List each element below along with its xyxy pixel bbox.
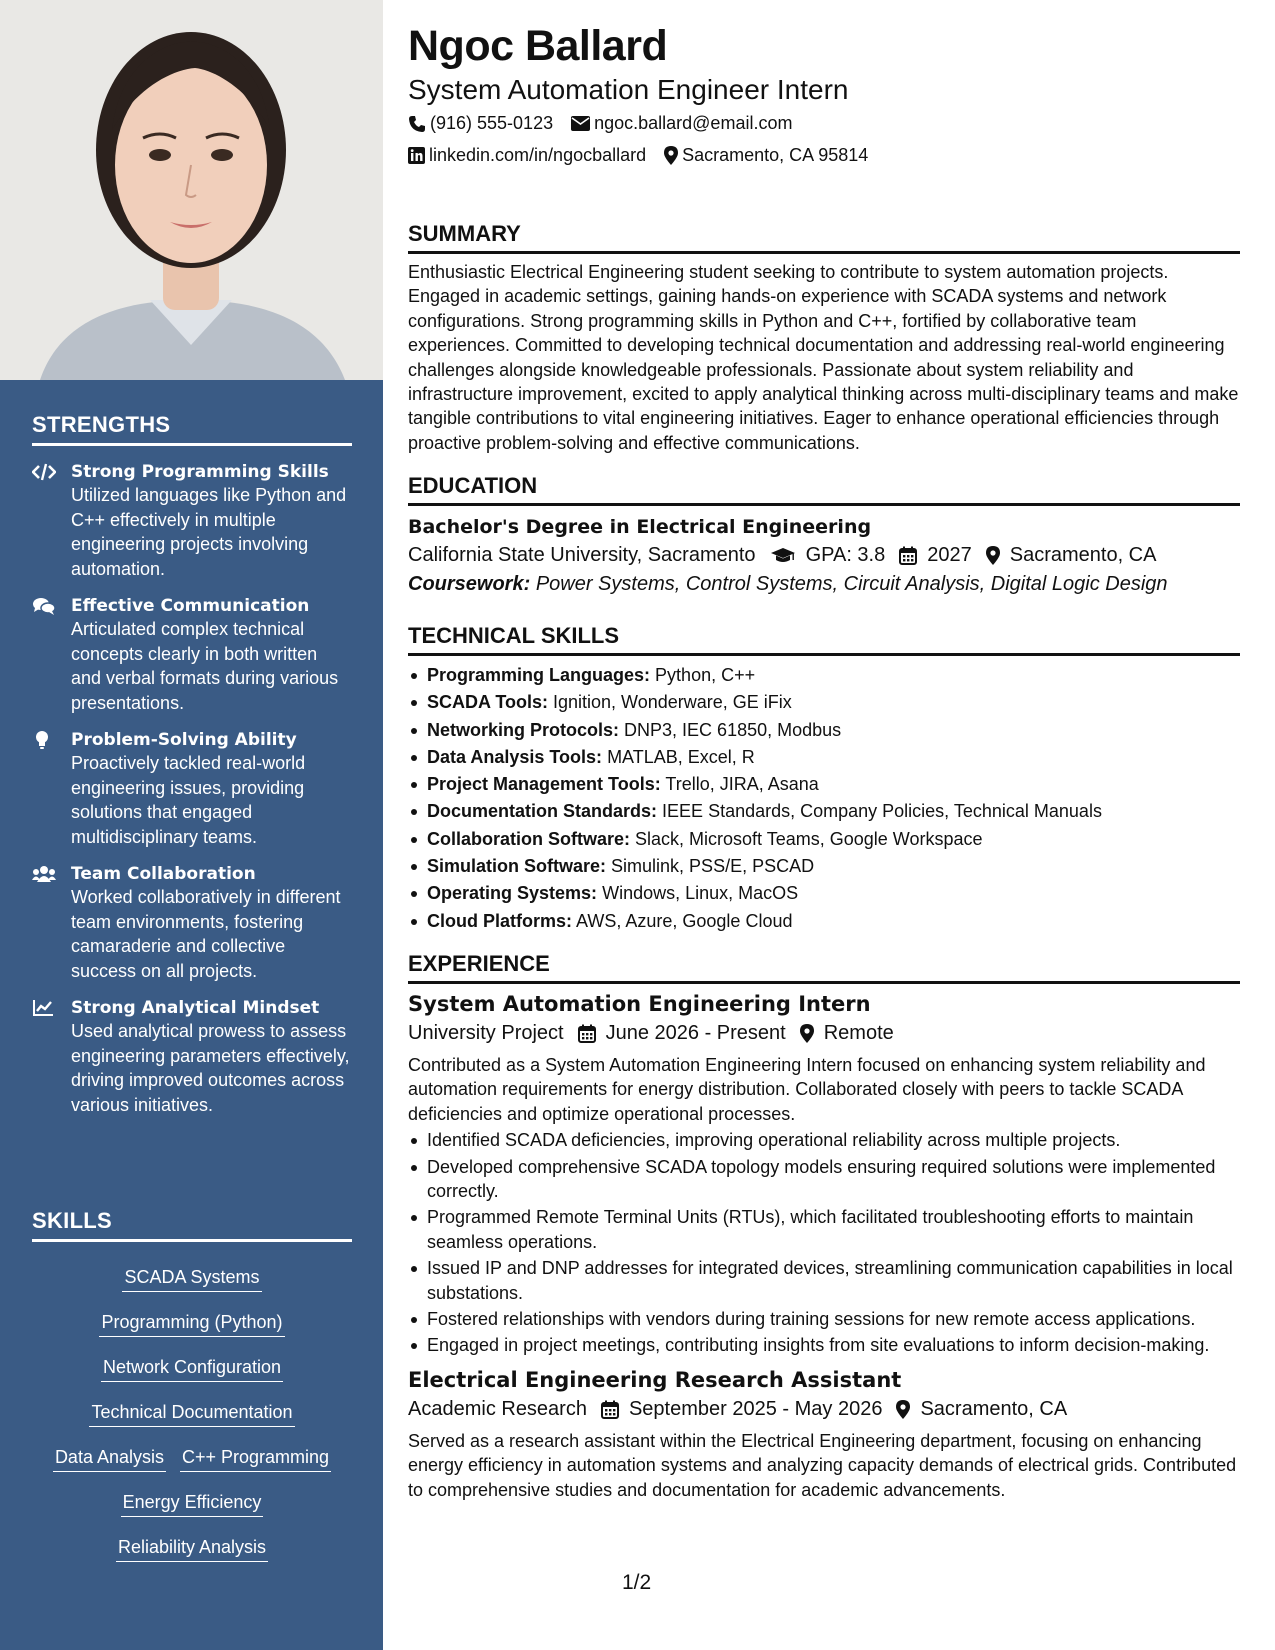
- job-entry: [408, 992, 1240, 1358]
- edu-location-text: Sacramento, CA: [1009, 544, 1157, 566]
- skill-label: Operating Systems:: [427, 883, 598, 904]
- linkedin-text: linkedin.com/in/ngocballard: [429, 145, 647, 165]
- education-section: [408, 473, 1240, 596]
- school-text: California State University, Sacramento: [408, 544, 756, 566]
- job-summary: Contributed as a System Automation Engineering Intern focused on enhancing system reliability and automation requirements for energy distribution. Collaborated closely with peers to tackle SCADA deficiencies and optimize operational processes.: [408, 1055, 1206, 1124]
- strength-name: Strong Programming Skills: [71, 462, 329, 482]
- strength-item: [32, 997, 352, 1117]
- calendar-icon: [601, 1400, 619, 1419]
- skill-tag: Energy Efficiency: [121, 1490, 264, 1517]
- skill-label: Programming Languages:: [427, 665, 651, 685]
- skill-tag: C++ Programming: [180, 1445, 331, 1472]
- strength-desc: Used analytical prowess to assess engineering parameters effectively, driving improved outcomes across various initiatives.: [71, 1021, 350, 1115]
- list-item: Engaged in project meetings, contributing insights from site evaluations to inform decision-making.: [408, 1333, 1240, 1357]
- code-icon: [32, 462, 56, 482]
- skill-value: IEEE Standards, Company Policies, Technical Manuals: [662, 801, 1102, 822]
- strength-desc: Articulated complex technical concepts clearly in both written and verbal formats during various presentations.: [71, 619, 339, 713]
- list-item: [408, 880, 1240, 907]
- candidate-role: System Automation Engineer Intern: [408, 74, 849, 105]
- summary-text: Enthusiastic Electrical Engineering student seeking to contribute to system automation projects. Engaged in academic settings, gaining hands-on experience with SCADA systems and network configurations. Strong programming skills in Python and C++, fortified by collaborative team experiences. Committed to developing technical documentation and addressing real-world engineering challenges alongside knowledgeable professionals. Passionate about system reliability and infrastructure improvement, excited to apply analytical thinking across multi-disciplinary teams and make tangible contributions to vital engineering initiatives. Eager to enhance operational efficiencies through proactive problem-solving and effective communications.: [408, 262, 1239, 453]
- list-item: Programmed Remote Terminal Units (RTUs), which facilitated troubleshooting efforts to maintain seamless operations.: [408, 1205, 1240, 1254]
- skill-value: Trello, JIRA, Asana: [665, 774, 819, 795]
- skill-value: Ignition, Wonderware, GE iFix: [553, 692, 792, 713]
- map-marker-icon: [986, 546, 1000, 565]
- job-org-text: Academic Research: [408, 1397, 587, 1420]
- skill-label: Data Analysis Tools:: [427, 746, 603, 767]
- lightbulb-icon: [32, 730, 56, 750]
- linkedin-icon: [408, 147, 425, 164]
- gpa-text: GPA: 3.8: [805, 544, 886, 566]
- skill-value: DNP3, IEC 61850, Modbus: [624, 719, 842, 740]
- skills-list: [32, 1256, 352, 1571]
- comments-icon: [32, 596, 56, 616]
- skill-label: Networking Protocols:: [427, 719, 620, 740]
- list-item: Developed comprehensive SCADA topology models ensuring required solutions were implemented correctly.: [408, 1155, 1240, 1204]
- job-entry: [408, 1368, 1240, 1502]
- map-marker-icon: [800, 1024, 814, 1043]
- skills-title: SKILLS: [32, 1208, 352, 1242]
- skill-tag: Reliability Analysis: [116, 1535, 268, 1562]
- year-text: 2027: [927, 544, 972, 566]
- edu-location-item: [986, 544, 1157, 567]
- envelope-icon: [571, 116, 590, 131]
- skill-value: Windows, Linux, MacOS: [602, 883, 799, 904]
- list-item: Issued IP and DNP addresses for integrated devices, streamlining communication capabilities in local substations.: [408, 1256, 1240, 1305]
- skill-label: Cloud Platforms:: [427, 910, 573, 931]
- skill-label: Collaboration Software:: [427, 828, 631, 849]
- candidate-name: Ngoc Ballard: [408, 22, 668, 70]
- list-item: [408, 826, 1240, 853]
- strength-name: Problem-Solving Ability: [71, 730, 297, 750]
- job-dates: [578, 1022, 786, 1045]
- strength-item: [32, 729, 352, 849]
- page-number: 1/2: [622, 1571, 652, 1594]
- strengths-title: STRENGTHS: [32, 412, 352, 446]
- job-bullets: [408, 1128, 1240, 1358]
- graduation-cap-icon: [770, 547, 796, 565]
- list-item: [408, 689, 1240, 716]
- list-item: [408, 717, 1240, 744]
- degree-name: Bachelor's Degree in Electrical Engineering: [408, 516, 872, 538]
- job-dates-text: September 2025 - May 2026: [628, 1397, 883, 1420]
- sidebar: [0, 0, 383, 1650]
- job-org: [408, 1022, 564, 1045]
- list-item: [408, 662, 1240, 689]
- job-title: Electrical Engineering Research Assistant: [408, 1367, 902, 1392]
- strength-name: Team Collaboration: [71, 864, 256, 884]
- chart-line-icon: [32, 998, 56, 1018]
- location-text: Sacramento, CA 95814: [682, 145, 869, 165]
- job-location-text: Sacramento, CA: [920, 1397, 1068, 1420]
- experience-section: [408, 951, 1240, 1502]
- gpa-item: [770, 544, 886, 567]
- strength-item: [32, 863, 352, 983]
- list-item: [408, 744, 1240, 771]
- list-item: [408, 798, 1240, 825]
- skill-value: Simulink, PSS/E, PSCAD: [611, 856, 815, 877]
- job-title: System Automation Engineering Intern: [408, 992, 871, 1016]
- skill-value: Slack, Microsoft Teams, Google Workspace: [635, 828, 983, 849]
- strength-name: Strong Analytical Mindset: [71, 998, 320, 1018]
- coursework: [408, 573, 1240, 596]
- list-item: Fostered relationships with vendors during training sessions for new remote access applications.: [408, 1307, 1240, 1331]
- skills-section: [32, 1208, 352, 1571]
- profile-photo: [0, 0, 383, 380]
- strength-desc: Worked collaboratively in different team environments, fostering camaraderie and collective success on all projects.: [71, 887, 341, 981]
- coursework-label: Coursework:: [408, 573, 531, 595]
- job-location-text: Remote: [823, 1022, 894, 1044]
- contact-row: [408, 113, 810, 134]
- contact-row-2: [408, 145, 886, 166]
- skill-label: Simulation Software:: [427, 856, 607, 877]
- strength-item: [32, 595, 352, 715]
- list-item: [408, 908, 1240, 935]
- summary-section: [408, 221, 1240, 455]
- skill-tag: SCADA Systems: [122, 1265, 261, 1292]
- skill-label: Documentation Standards:: [427, 801, 658, 822]
- technical-skills-section: [408, 623, 1240, 935]
- job-location: [896, 1398, 1067, 1421]
- phone-icon: [408, 115, 426, 133]
- skill-tag: Network Configuration: [101, 1355, 283, 1382]
- summary-title: SUMMARY: [408, 221, 1240, 254]
- calendar-icon: [899, 546, 917, 565]
- phone-contact: [408, 113, 553, 134]
- email-contact: [571, 113, 792, 134]
- strength-desc: Utilized languages like Python and C++ effectively in multiple engineering projects involving automation.: [71, 485, 347, 579]
- job-dates-text: June 2026 - Present: [605, 1022, 786, 1044]
- list-item: [408, 771, 1240, 798]
- portrait-photo: [0, 0, 383, 380]
- strengths-section: [32, 412, 352, 1117]
- map-marker-icon: [664, 146, 678, 165]
- linkedin-contact: [408, 145, 646, 166]
- job-org-text: University Project: [408, 1022, 564, 1044]
- users-icon: [32, 864, 56, 884]
- location-contact: [664, 145, 868, 166]
- school-name: [408, 544, 756, 567]
- strength-item: [32, 461, 352, 581]
- list-item: Identified SCADA deficiencies, improving operational reliability across multiple projects.: [408, 1128, 1240, 1152]
- education-meta: [408, 544, 1240, 567]
- list-item: [408, 853, 1240, 880]
- technical-skills-title: TECHNICAL SKILLS: [408, 623, 1240, 656]
- skill-value: AWS, Azure, Google Cloud: [576, 910, 793, 931]
- skill-value: MATLAB, Excel, R: [607, 746, 755, 767]
- job-meta: [408, 1022, 1240, 1045]
- phone-text: (916) 555-0123: [430, 113, 554, 133]
- calendar-icon: [578, 1024, 596, 1043]
- skill-tag: Programming (Python): [99, 1310, 284, 1337]
- skill-label: Project Management Tools:: [427, 774, 661, 795]
- year-item: [899, 544, 972, 567]
- job-meta: [408, 1398, 1240, 1421]
- education-title: EDUCATION: [408, 473, 1240, 506]
- skill-value: Python, C++: [655, 665, 756, 685]
- job-location: [800, 1022, 894, 1045]
- technical-skills-list: [408, 662, 1240, 935]
- job-org: [408, 1398, 587, 1421]
- skill-tag: Technical Documentation: [89, 1400, 294, 1427]
- strength-desc: Proactively tackled real-world engineering issues, providing solutions that engaged multidisciplinary teams.: [71, 753, 306, 847]
- coursework-text: Power Systems, Control Systems, Circuit Analysis, Digital Logic Design: [535, 573, 1168, 595]
- skill-tag: Data Analysis: [53, 1445, 166, 1472]
- email-text: ngoc.ballard@email.com: [594, 113, 793, 133]
- map-marker-icon: [896, 1400, 910, 1419]
- experience-title: EXPERIENCE: [408, 951, 1240, 984]
- strength-name: Effective Communication: [71, 596, 310, 616]
- skill-label: SCADA Tools:: [427, 692, 548, 713]
- job-summary: Served as a research assistant within the Electrical Engineering department, focusing on enhancing energy efficiency in automation systems and analyzing capacity demands of electrical grids. Contributed to comprehensive studies and documentation for academic advancements.: [408, 1430, 1237, 1500]
- job-dates: [601, 1398, 883, 1421]
